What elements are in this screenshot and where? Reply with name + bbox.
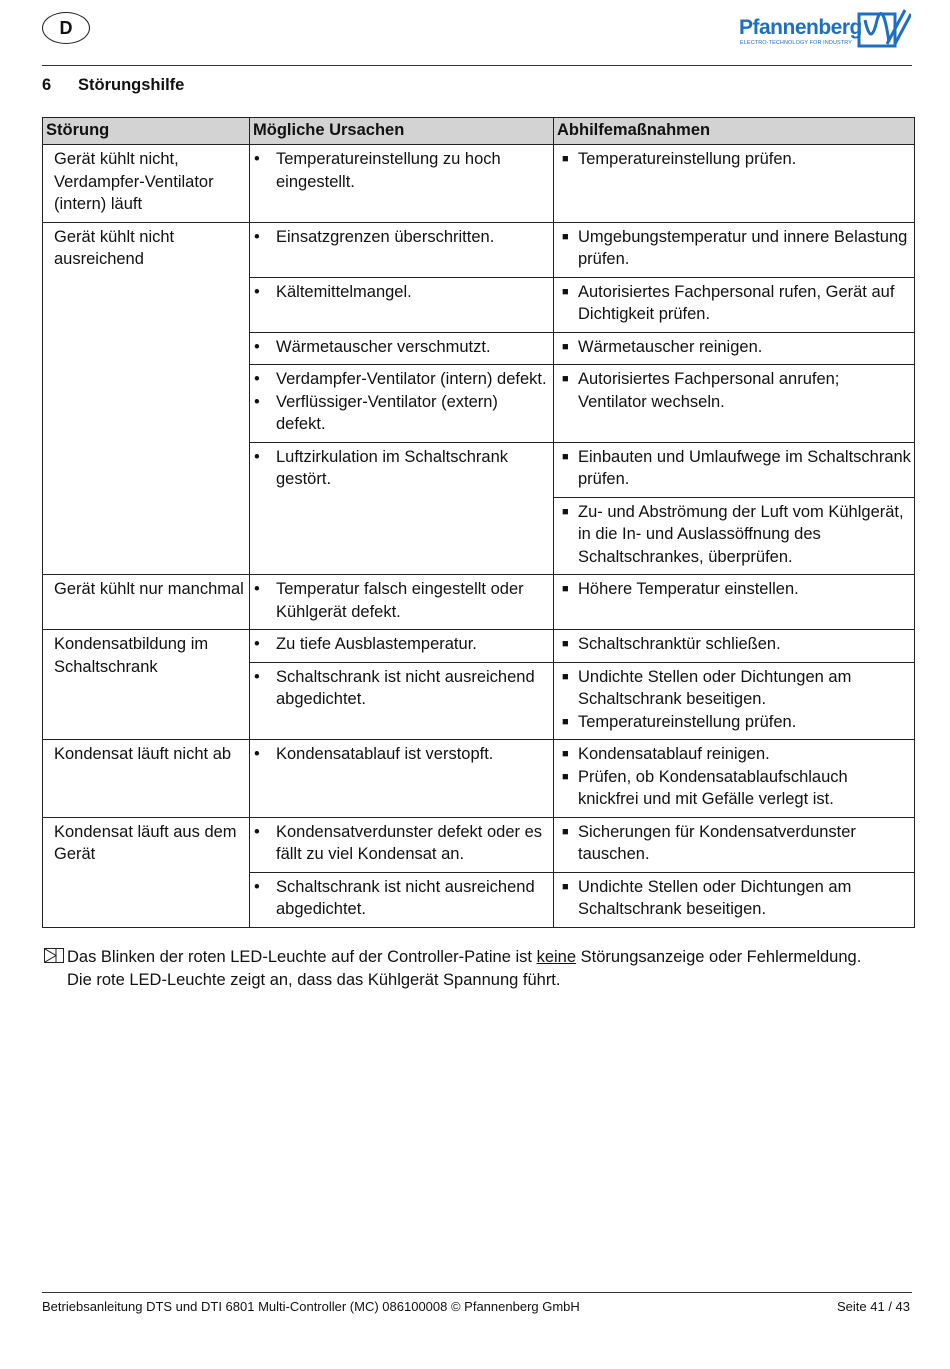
- remedy-item: [558, 501, 912, 569]
- cause-item: [254, 226, 551, 249]
- remedy-text: Autorisiertes Fachpersonal rufen, Gerät auf Dichtigkeit prüfen.: [578, 282, 895, 323]
- table-row: [43, 630, 915, 663]
- remedy-item: [558, 711, 912, 734]
- cause-cell: [250, 332, 554, 365]
- table-row: [43, 817, 915, 872]
- bullet-icon: •: [254, 635, 260, 653]
- remedy-cell: [554, 222, 915, 277]
- remedy-item: [558, 766, 912, 811]
- cause-cell: [250, 630, 554, 663]
- header-causes: Mögliche Ursachen: [250, 118, 554, 145]
- note-text-underlined: keine: [536, 948, 577, 966]
- cause-item: [254, 391, 551, 436]
- company-logo: [739, 6, 914, 52]
- square-bullet-icon: ■: [562, 450, 569, 463]
- pfannenberg-logo-icon: [857, 8, 911, 50]
- cause-cell: [250, 145, 554, 223]
- cause-text: Kondensatverdunster defekt oder es fällt zu viel Kondensat an.: [276, 822, 543, 863]
- remedy-cell: [554, 630, 915, 663]
- fault-cell: Gerät kühlt nur manchmal: [43, 575, 250, 630]
- remedy-text: Undichte Stellen oder Dichtungen am Schaltschrank beseitigen.: [578, 667, 852, 708]
- fault-cell: Kondensat läuft nicht ab: [43, 740, 250, 818]
- cause-text: Schaltschrank ist nicht ausreichend abgedichtet.: [276, 877, 535, 918]
- bullet-icon: •: [254, 337, 260, 356]
- cause-text: Kältemittelmangel.: [276, 282, 412, 301]
- square-bullet-icon: ■: [562, 373, 569, 385]
- remedy-text: Zu- und Abströmung der Luft vom Kühlgerät, in die In- und Auslassöffnung des Schaltschrankes, überprüfen.: [578, 502, 904, 566]
- square-bullet-icon: ■: [562, 153, 569, 165]
- remedy-item: [558, 821, 912, 866]
- bullet-icon: •: [254, 822, 260, 841]
- remedy-item: [558, 633, 912, 656]
- square-bullet-icon: ■: [562, 715, 569, 728]
- footer-page-number: Seite 41 / 43: [837, 1299, 910, 1314]
- language-badge: D: [42, 12, 90, 44]
- remedy-text: Wärmetauscher reinigen.: [578, 337, 763, 356]
- bullet-icon: •: [254, 392, 260, 411]
- remedy-text: Temperatureinstellung prüfen.: [578, 150, 797, 168]
- cause-cell: [250, 662, 554, 740]
- remedy-item: [558, 666, 912, 711]
- bullet-icon: •: [254, 877, 260, 896]
- remedy-cell: [554, 497, 915, 575]
- remedy-text: Undichte Stellen oder Dichtungen am Schaltschrank beseitigen.: [578, 877, 852, 918]
- footer-document-info: Betriebsanleitung DTS und DTI 6801 Multi-Controller (MC) 086100008 © Pfannenberg GmbH: [42, 1299, 580, 1314]
- square-bullet-icon: ■: [562, 880, 569, 893]
- cause-cell: [250, 277, 554, 332]
- troubleshooting-table: [42, 117, 915, 928]
- footer-divider: [42, 1292, 912, 1293]
- cause-text: Luftzirkulation im Schaltschrank gestört.: [276, 447, 509, 488]
- remedy-item: [558, 743, 912, 766]
- remedy-item: [558, 446, 912, 491]
- table-header-row: [43, 118, 915, 145]
- note-line-1: [44, 946, 914, 969]
- fault-cell: Gerät kühlt nicht ausreichend: [43, 222, 250, 575]
- bullet-icon: •: [254, 667, 260, 686]
- cause-text: Wärmetauscher verschmutzt.: [276, 337, 491, 356]
- remedy-item: [558, 281, 912, 326]
- remedy-text: Schaltschranktür schließen.: [578, 635, 781, 653]
- remedy-item: [558, 578, 912, 601]
- remedy-text: Höhere Temperatur einstellen.: [578, 580, 799, 598]
- remedy-cell: [554, 277, 915, 332]
- cause-cell: [250, 740, 554, 818]
- square-bullet-icon: ■: [562, 748, 569, 760]
- square-bullet-icon: ■: [562, 825, 569, 838]
- cause-text: Temperatureinstellung zu hoch eingestellt.: [276, 150, 501, 191]
- fault-cell: Kondensatbildung im Schaltschrank: [43, 630, 250, 740]
- cause-cell: [250, 872, 554, 927]
- remedy-cell: [554, 662, 915, 740]
- remedy-text: Kondensatablauf reinigen.: [578, 745, 770, 763]
- section-title: [42, 76, 184, 95]
- note: [44, 946, 914, 991]
- cause-cell: [250, 222, 554, 277]
- section-number: 6: [42, 76, 52, 94]
- cause-item: [254, 368, 551, 391]
- remedy-item: [558, 336, 912, 359]
- fault-cell: Gerät kühlt nicht, Verdampfer-Ventilator (intern) läuft: [43, 145, 250, 223]
- remedy-text: Prüfen, ob Kondensatablaufschlauch knickfrei und mit Gefälle verlegt ist.: [578, 767, 848, 808]
- square-bullet-icon: ■: [562, 638, 569, 650]
- remedy-cell: [554, 740, 915, 818]
- remedy-text: Temperatureinstellung prüfen.: [578, 712, 797, 731]
- remedy-cell: [554, 872, 915, 927]
- remedy-cell: [554, 365, 915, 443]
- remedy-text: Sicherungen für Kondensatverdunster tauschen.: [578, 822, 856, 863]
- remedy-cell: [554, 332, 915, 365]
- cause-cell: [250, 365, 554, 443]
- cause-cell: [250, 442, 554, 575]
- cause-item: [254, 148, 551, 193]
- cause-item: [254, 633, 551, 656]
- square-bullet-icon: ■: [562, 670, 569, 683]
- square-bullet-icon: ■: [562, 770, 569, 783]
- cause-item: [254, 281, 551, 304]
- section-title-text: Störungshilfe: [78, 76, 185, 94]
- bullet-icon: •: [254, 447, 260, 466]
- cause-item: [254, 821, 551, 866]
- remedy-cell: [554, 817, 915, 872]
- bullet-icon: •: [254, 370, 260, 388]
- square-bullet-icon: ■: [562, 583, 569, 595]
- header-divider: [42, 65, 912, 66]
- remedy-text: Umgebungstemperatur und innere Belastung prüfen.: [578, 227, 908, 268]
- remedy-item: [558, 876, 912, 921]
- cause-item: [254, 446, 551, 491]
- bullet-icon: •: [254, 227, 260, 246]
- cause-item: [254, 743, 551, 766]
- note-icon: [44, 948, 64, 963]
- square-bullet-icon: ■: [562, 230, 569, 243]
- table-row: [43, 740, 915, 818]
- remedy-cell: [554, 442, 915, 497]
- logo-tagline: ELECTRO-TECHNOLOGY FOR INDUSTRY: [740, 40, 852, 46]
- bullet-icon: •: [254, 580, 260, 598]
- remedy-item: [558, 226, 912, 271]
- remedy-cell: [554, 145, 915, 223]
- header-remedies: Abhilfemaßnahmen: [554, 118, 915, 145]
- cause-item: [254, 578, 551, 623]
- bullet-icon: •: [254, 150, 260, 168]
- cause-text: Verflüssiger-Ventilator (extern) defekt.: [276, 392, 498, 433]
- cause-item: [254, 876, 551, 921]
- cause-cell: [250, 575, 554, 630]
- cause-text: Zu tiefe Ausblastemperatur.: [276, 635, 477, 653]
- cause-cell: [250, 817, 554, 872]
- remedy-text: Autorisiertes Fachpersonal anrufen; Ventilator wechseln.: [578, 370, 840, 411]
- note-text-before: Das Blinken der roten LED-Leuchte auf der Controller-Patine ist: [67, 948, 537, 966]
- remedy-item: [558, 148, 912, 171]
- cause-text: Kondensatablauf ist verstopft.: [276, 745, 494, 763]
- fault-cell: Kondensat läuft aus dem Gerät: [43, 817, 250, 927]
- cause-item: [254, 336, 551, 359]
- table-row: [43, 145, 915, 223]
- remedy-item: [558, 368, 912, 413]
- bullet-icon: •: [254, 745, 260, 763]
- table-row: [43, 575, 915, 630]
- table-body: [43, 145, 915, 928]
- remedy-cell: [554, 575, 915, 630]
- remedy-text: Einbauten und Umlaufwege im Schaltschrank prüfen.: [578, 447, 911, 488]
- square-bullet-icon: ■: [562, 285, 569, 298]
- logo-brand: Pfannenberg: [739, 16, 862, 39]
- cause-text: Temperatur falsch eingestellt oder Kühlgerät defekt.: [276, 580, 524, 621]
- cause-item: [254, 666, 551, 711]
- table-row: [43, 222, 915, 277]
- square-bullet-icon: ■: [562, 340, 569, 353]
- bullet-icon: •: [254, 282, 260, 301]
- cause-text: Einsatzgrenzen überschritten.: [276, 227, 495, 246]
- note-text-after: Störungsanzeige oder Fehlermeldung.: [576, 948, 862, 966]
- cause-text: Schaltschrank ist nicht ausreichend abgedichtet.: [276, 667, 535, 708]
- cause-text: Verdampfer-Ventilator (intern) defekt.: [276, 370, 547, 388]
- note-line-2: Die rote LED-Leuchte zeigt an, dass das Kühlgerät Spannung führt.: [67, 970, 561, 989]
- square-bullet-icon: ■: [562, 505, 569, 518]
- header-fault: Störung: [43, 118, 250, 145]
